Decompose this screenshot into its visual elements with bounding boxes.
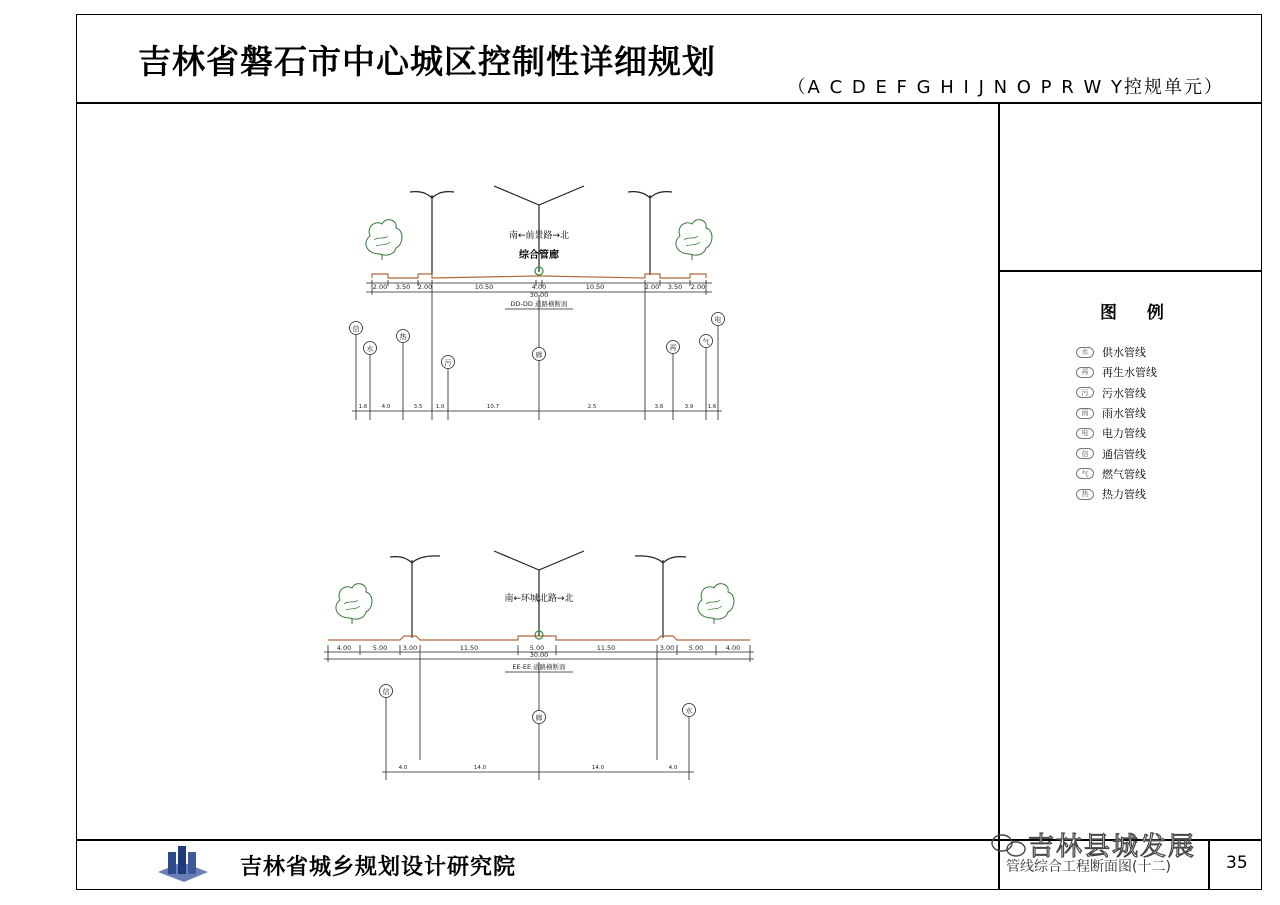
- ee-section-name: EE-EE 道路横断面: [512, 663, 566, 671]
- legend-label: 再生水管线: [1102, 366, 1157, 380]
- ee-pipe-water: 水: [685, 707, 693, 715]
- dd-pipe-sewage: 污: [444, 359, 452, 367]
- ee-width-2: 5.00: [372, 644, 388, 652]
- institute-name: 吉林省城乡规划设计研究院: [240, 855, 517, 880]
- legend-title: 图 例: [1100, 303, 1176, 323]
- dd-offset-4: 1.0: [435, 404, 445, 410]
- dd-pipe-power: 电: [714, 316, 722, 324]
- legend-label: 雨水管线: [1102, 407, 1146, 421]
- ee-offset-4: 4.0: [668, 765, 678, 771]
- dd-width-6: 10.50: [585, 283, 605, 291]
- gas-icon: 气: [1076, 468, 1094, 479]
- dd-road-label: 南←前景路→北: [508, 231, 570, 241]
- dd-corridor-label: 综合管廊: [519, 250, 559, 261]
- ee-pipe-telecom: 信: [382, 688, 390, 696]
- power-icon: 电: [1076, 428, 1094, 439]
- telecom-icon: 信: [1076, 448, 1094, 459]
- legend-label: 电力管线: [1102, 427, 1146, 441]
- legend-label: 热力管线: [1102, 488, 1146, 502]
- ee-width-5: 5.00: [529, 644, 545, 652]
- legend-item: [1076, 383, 1157, 403]
- dd-width-9: 2.00: [690, 283, 706, 291]
- sewage-icon: 污: [1076, 387, 1094, 398]
- institute-logo: [158, 846, 208, 882]
- dd-offset-8: 3.9: [684, 404, 694, 410]
- legend-item: [1076, 403, 1157, 423]
- page-title: 吉林省磐石市中心城区控制性详细规划: [138, 42, 716, 81]
- legend-item: [1076, 464, 1157, 484]
- dd-width-4: 10.50: [474, 283, 494, 291]
- legend-item: [1076, 362, 1157, 382]
- ee-road-label: 南←环城北路→北: [504, 594, 574, 604]
- dd-width-2: 3.50: [395, 283, 411, 291]
- legend-label: 供水管线: [1102, 346, 1146, 360]
- legend-item: [1076, 484, 1157, 504]
- dd-width-5: 4.00: [531, 283, 547, 291]
- ee-offset-3: 14.0: [591, 765, 605, 771]
- legend-item: [1076, 423, 1157, 443]
- legend-label: 燃气管线: [1102, 467, 1146, 481]
- watermark-text: 吉林县城发展: [1028, 832, 1197, 862]
- dd-offset-7: 3.6: [654, 404, 664, 410]
- dd-pipe-heat: 热: [399, 333, 407, 341]
- dd-total-width: 30.00: [529, 291, 549, 299]
- dd-offset-1: 1.6: [358, 404, 368, 410]
- legend-item: [1076, 342, 1157, 362]
- ee-width-6: 11.50: [596, 644, 616, 652]
- ee-width-7: 3.00: [659, 644, 675, 652]
- drawing-title: 管线综合工程断面图(十二): [1006, 859, 1171, 875]
- dd-width-1: 2.00: [372, 283, 388, 291]
- dd-offset-2: 4.0: [381, 404, 391, 410]
- dd-offset-6: 2.5: [587, 404, 597, 410]
- rainwater-icon: 雨: [1076, 408, 1094, 419]
- ee-width-4: 11.50: [459, 644, 479, 652]
- ee-width-8: 5.00: [688, 644, 704, 652]
- legend-list: [1076, 342, 1157, 504]
- water-supply-icon: 水: [1076, 347, 1094, 358]
- ee-offset-1: 4.0: [398, 765, 408, 771]
- ee-pipe-corridor: 廊: [535, 714, 543, 722]
- dd-offset-9: 1.6: [707, 404, 717, 410]
- dd-width-3: 2.00: [417, 283, 433, 291]
- dd-pipe-water: 水: [366, 345, 374, 353]
- ee-width-9: 4.00: [725, 644, 741, 652]
- wechat-icon: [992, 835, 1025, 856]
- ee-width-1: 4.00: [336, 644, 352, 652]
- section-dd: [350, 186, 725, 420]
- dd-width-7: 2.00: [644, 283, 660, 291]
- dd-pipe-telecom: 信: [352, 325, 360, 333]
- reclaimed-water-icon: 再: [1076, 367, 1094, 378]
- dd-offset-5: 10.7: [486, 404, 500, 410]
- dd-pipe-gas: 气: [702, 338, 710, 346]
- dd-pipe-corridor: 廊: [535, 351, 543, 359]
- dd-offset-3: 3.5: [413, 404, 423, 410]
- page-subtitle: （A C D E F G H I J N O P R W Y控规单元）: [787, 77, 1224, 98]
- dd-pipe-reclaimed: 再: [669, 344, 677, 352]
- section-ee: [324, 551, 754, 780]
- legend-label: 通信管线: [1102, 447, 1146, 461]
- dd-section-name: DD-DD 道路横断面: [510, 300, 568, 308]
- ee-total-width: 30.00: [529, 651, 549, 659]
- heat-icon: 热: [1076, 489, 1094, 500]
- ee-offset-2: 14.0: [473, 765, 487, 771]
- page-number: 35: [1226, 853, 1248, 873]
- legend-item: [1076, 443, 1157, 463]
- dd-width-8: 3.50: [667, 283, 683, 291]
- legend-label: 污水管线: [1102, 386, 1146, 400]
- ee-width-3: 3.00: [402, 644, 418, 652]
